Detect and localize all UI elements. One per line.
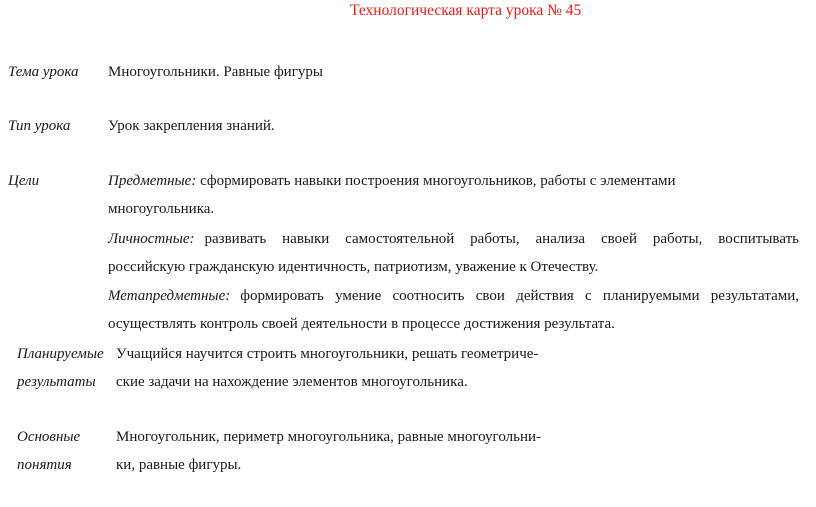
type-label: Тип урока (8, 118, 71, 134)
goals-personal-line1 (108, 231, 799, 248)
results-label-line2: результаты (17, 374, 96, 390)
concepts-label-line1: Основные (17, 429, 81, 445)
goals-meta-text1: формировать умение соотносить свои действия с планируемыми результатами, (240, 288, 799, 304)
results-line1: Учащийся научится строить многоугольники, решать геометриче- (116, 346, 539, 362)
goals-meta-label: Метапредметные: (108, 288, 231, 304)
page-title: Технологическая карта урока № 45 (350, 2, 582, 19)
concepts-label-line2: понятия (17, 457, 72, 473)
goals-meta-line1 (108, 288, 799, 305)
concepts-line1: Многоугольник, периметр многоугольника, равные многоугольни- (116, 429, 542, 445)
goals-label: Цели (8, 173, 40, 189)
results-label-line1: Планируемые (17, 346, 104, 362)
concepts-line2: ки, равные фигуры. (116, 457, 242, 473)
goals-subject-line2: многоугольника. (108, 201, 215, 217)
goals-subject-label: Предметные: (108, 173, 197, 189)
goals-personal-line2: российскую гражданскую идентичность, патриотизм, уважение к Отечеству. (108, 259, 599, 275)
goals-subject-line1 (108, 173, 676, 190)
results-line2: ские задачи на нахождение элементов многоугольника. (116, 374, 468, 390)
topic-label: Тема урока (8, 64, 79, 80)
goals-personal-text1: развивать навыки самостоятельной работы, анализа своей работы, воспитывать (204, 231, 799, 247)
type-value: Урок закрепления знаний. (108, 118, 275, 134)
goals-subject-text1: сформировать навыки построения многоугольников, работы с элементами (200, 173, 676, 189)
goals-personal-label: Личностные: (108, 231, 195, 247)
topic-value: Многоугольники. Равные фигуры (108, 64, 323, 80)
goals-meta-line2: осуществлять контроль своей деятельности в процессе достижения результата. (108, 316, 615, 332)
